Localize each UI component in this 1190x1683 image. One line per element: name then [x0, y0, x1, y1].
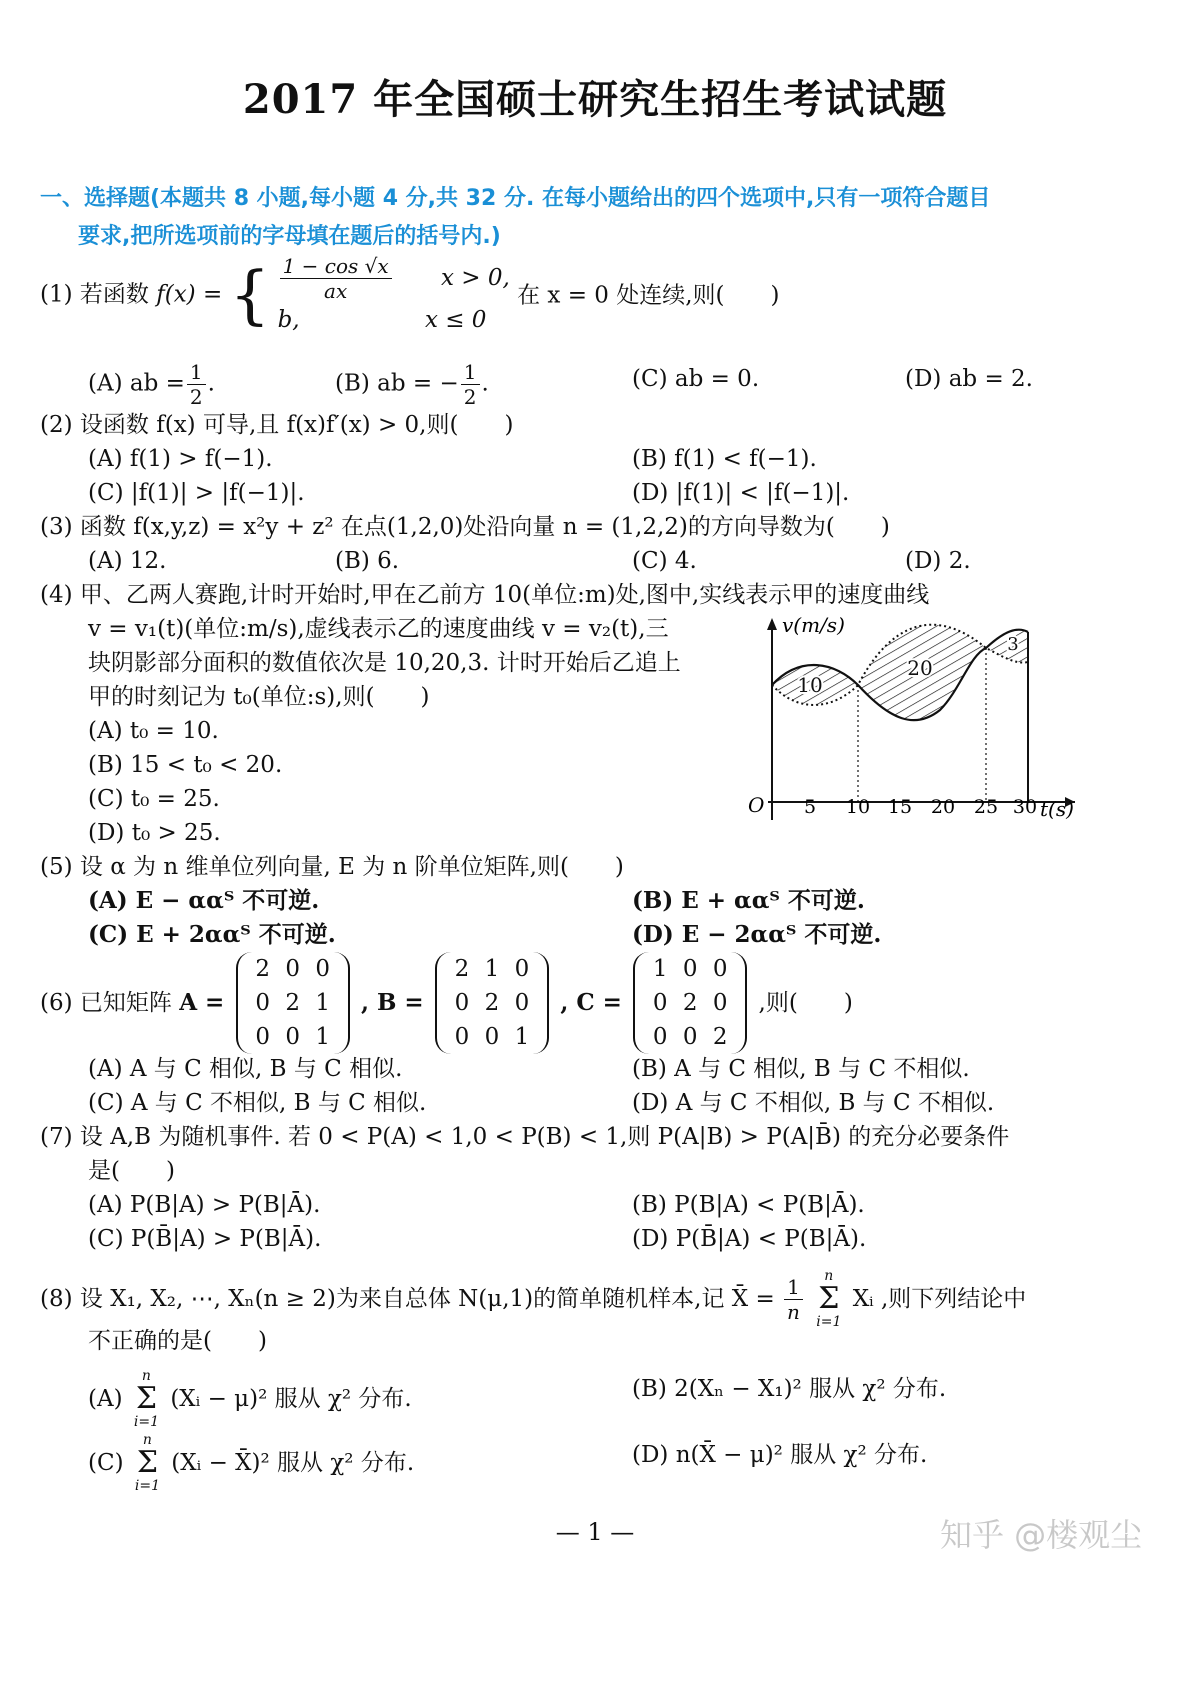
q1-case1-fraction — [280, 254, 392, 303]
q8-option-c-sum — [135, 1432, 160, 1494]
q1-option-a-text: (A) ab = — [88, 370, 185, 397]
q3-option-a: (A) 12. — [88, 548, 167, 574]
matrix-c-cell: 0 — [682, 956, 698, 982]
x-axis-label: t(s) — [1040, 797, 1074, 821]
matrix-b-cell: 2 — [454, 956, 470, 982]
matrix-b-cell: 0 — [454, 990, 470, 1016]
q7-option-d: (D) P(B̄|A) < P(B|Ā). — [632, 1226, 867, 1252]
q5-option-c: (C) E + 2ααᵀ 不可逆. — [88, 921, 336, 948]
q8-option-a-sum — [134, 1368, 159, 1430]
area-label-10: 10 — [797, 673, 823, 697]
matrix-b-cell: 0 — [454, 1024, 470, 1050]
q8-c-sum-top: n — [142, 1432, 152, 1448]
question-1 — [40, 254, 1150, 337]
q5-option-b: (B) E + ααᵀ 不可逆. — [632, 887, 865, 914]
q4-option-a: (A) t₀ = 10. — [88, 718, 219, 744]
q1-function: f(x) = — [156, 281, 223, 308]
q1-case2-condition: x ≤ 0 — [424, 307, 487, 333]
q4-option-c: (C) t₀ = 25. — [88, 786, 220, 812]
question-8-line-1 — [40, 1268, 1150, 1330]
question-8-line-2: 不正确的是( ) — [88, 1328, 267, 1354]
question-6 — [40, 952, 1150, 1054]
matrix-b-cell: 0 — [514, 990, 530, 1016]
question-7-line-2: 是( ) — [88, 1158, 175, 1184]
q8-option-c — [88, 1432, 414, 1494]
tick-10: 10 — [845, 796, 871, 818]
matrix-c-cell: 0 — [652, 1024, 668, 1050]
section-heading — [40, 180, 1150, 256]
q2-option-b: (B) f(1) < f(−1). — [632, 446, 817, 472]
area-label-20: 20 — [907, 656, 933, 680]
q7-option-a: (A) P(B|A) > P(B|Ā). — [88, 1192, 321, 1218]
q1-lead: 若函数 — [79, 281, 149, 308]
q6-lead: (6) 已知矩阵 — [40, 990, 172, 1016]
tick-30: 30 — [1012, 796, 1038, 818]
page-number: — 1 — — [555, 1518, 635, 1546]
question-7-line-1: (7) 设 A,B 为随机事件. 若 0 < P(A) < 1,0 < P(B) < 1,则 P(A|B) > P(A|B̄) 的充分必要条件 — [40, 1124, 1010, 1150]
matrix-a-cell: 2 — [255, 956, 270, 982]
q1-option-c: (C) ab = 0. — [632, 366, 760, 392]
matrix-a-cell: 0 — [285, 1024, 300, 1050]
question-3: (3) 函数 f(x,y,z) = x²y + z² 在点(1,2,0)处沿向量 n = (1,2,2)的方向导数为( ) — [40, 514, 890, 540]
q7-option-b: (B) P(B|A) < P(B|Ā). — [632, 1192, 865, 1218]
q1-a-den: 2 — [189, 385, 203, 409]
q8-mean-denominator: n — [787, 1299, 800, 1324]
q8-option-d: (D) n(X̄ − μ)² 服从 χ² 分布. — [632, 1442, 928, 1468]
matrix-c — [633, 952, 747, 1054]
matrix-a-cell: 2 — [285, 990, 300, 1016]
q8-option-a — [88, 1368, 412, 1430]
matrix-b-cell: 1 — [484, 956, 500, 982]
area-label-3: 3 — [1007, 634, 1019, 655]
q8-sum-top: n — [824, 1268, 834, 1284]
q8-mean-fraction — [784, 1275, 803, 1324]
q1-option-b: (B) ab = − $\frac{1}{2}$ . — [335, 360, 489, 409]
q1-b-den: 2 — [463, 385, 477, 409]
sigma-icon: Σ — [818, 1281, 840, 1316]
matrix-b-cell: 1 — [514, 1024, 530, 1050]
section-heading-line2: 要求,把所选项前的字母填在题后的括号内.) — [78, 224, 501, 249]
watermark: 知乎 @楼观尘 — [940, 1516, 1143, 1554]
q8-a-sum-top: n — [141, 1368, 151, 1384]
q1-option-d: (D) ab = 2. — [905, 366, 1033, 392]
q4-option-b: (B) 15 < t₀ < 20. — [88, 752, 283, 778]
q8-a-sum-bottom: i=1 — [133, 1414, 159, 1430]
q6-label-b: , B = — [360, 989, 424, 1016]
q1-brace: { — [229, 258, 271, 333]
y-axis-arrow — [767, 618, 777, 630]
sigma-icon: Σ — [135, 1381, 158, 1416]
tick-5: 5 — [803, 796, 817, 818]
q6-tail: ,则( ) — [758, 990, 853, 1016]
matrix-a-cell: 1 — [315, 1024, 330, 1050]
tick-20: 20 — [930, 796, 956, 818]
q3-option-b: (B) 6. — [335, 548, 400, 574]
q3-option-d: (D) 2. — [905, 548, 971, 574]
q7-option-c: (C) P(B̄|A) > P(B|Ā). — [88, 1226, 322, 1252]
q5-option-d: (D) E − 2ααᵀ 不可逆. — [632, 921, 882, 948]
question-4-line-3: 块阴影部分面积的数值依次是 10,20,3. 计时开始后乙追上 — [88, 650, 681, 676]
q1-case1-denominator: ax — [324, 279, 348, 303]
matrix-b — [435, 952, 549, 1054]
matrix-b-cell: 2 — [484, 990, 500, 1016]
matrix-a — [236, 952, 350, 1054]
q1-number: (1) — [40, 281, 73, 308]
q4-option-d: (D) t₀ > 25. — [88, 820, 221, 846]
q1-a-num: 1 — [187, 360, 206, 385]
q8-sum-bottom: i=1 — [816, 1314, 842, 1330]
q8-option-a-text: (Xᵢ − μ)² 服从 χ² 分布. — [170, 1386, 412, 1412]
q8-mean-numerator: 1 — [784, 1275, 803, 1300]
q6-option-d: (D) A 与 C 不相似, B 与 C 不相似. — [632, 1090, 995, 1116]
question-5: (5) 设 α 为 n 维单位列向量, E 为 n 阶单位矩阵,则( ) — [40, 854, 624, 880]
matrix-b-cell: 0 — [484, 1024, 500, 1050]
q6-label-c: , C = — [560, 989, 622, 1016]
q1-cases — [278, 254, 510, 337]
q2-option-d: (D) |f(1)| < |f(−1)|. — [632, 480, 850, 506]
q6-option-b: (B) A 与 C 相似, B 与 C 不相似. — [632, 1056, 970, 1082]
q3-option-c: (C) 4. — [632, 548, 697, 574]
y-axis-label: v(m/s) — [782, 613, 845, 637]
q8-lead: (8) 设 X₁, X₂, ⋯, Xₙ(n ≥ 2)为来自总体 N(μ,1)的简单随机样本,记 X̄ = — [40, 1286, 775, 1312]
q6-option-c: (C) A 与 C 不相似, B 与 C 相似. — [88, 1090, 427, 1116]
matrix-c-cell: 1 — [652, 956, 668, 982]
q1-case-1 — [278, 254, 510, 303]
matrix-c-cell: 0 — [652, 990, 668, 1016]
q8-option-c-label: (C) — [88, 1450, 124, 1476]
q1-case2-value: b, — [277, 307, 300, 333]
question-4-line-1: (4) 甲、乙两人赛跑,计时开始时,甲在乙前方 10(单位:m)处,图中,实线表示甲的速度曲线 — [40, 582, 930, 608]
q8-c-sum-bottom: i=1 — [134, 1478, 160, 1494]
question-4-line-2: v = v₁(t)(单位:m/s),虚线表示乙的速度曲线 v = v₂(t),三 — [88, 616, 669, 642]
q1-b-num: 1 — [461, 360, 480, 385]
q1-option-a: (A) ab = $\frac{1}{2}$ . — [88, 360, 215, 409]
q1-tail: 在 x = 0 处连续,则( ) — [517, 282, 780, 309]
q1-case1-condition: x > 0, — [440, 264, 510, 291]
q5-option-a: (A) E − ααᵀ 不可逆. — [88, 887, 320, 914]
q8-sum-symbol — [816, 1268, 841, 1330]
matrix-c-cell: 0 — [712, 990, 728, 1016]
q1-option-a-fraction — [187, 360, 206, 409]
matrix-a-cell: 0 — [255, 1024, 270, 1050]
matrix-c-cell: 2 — [682, 990, 698, 1016]
matrix-c-cell: 0 — [712, 956, 728, 982]
q2-option-a: (A) f(1) > f(−1). — [88, 446, 273, 472]
question-2: (2) 设函数 f(x) 可导,且 f(x)f′(x) > 0,则( ) — [40, 412, 514, 438]
matrix-c-cell: 0 — [682, 1024, 698, 1050]
q8-option-a-label: (A) — [88, 1386, 123, 1412]
q1-option-b-text: (B) ab = − — [335, 370, 459, 397]
matrix-b-cell: 0 — [514, 956, 530, 982]
q1-option-b-fraction — [461, 360, 480, 409]
tick-25: 25 — [973, 796, 999, 818]
section-heading-line1: 一、选择题(本题共 8 小题,每小题 4 分,共 32 分. 在每小题给出的四个选项中,只有一项符合题目 — [40, 186, 991, 211]
q6-label-a: A = — [179, 989, 225, 1016]
q1-case-2 — [278, 303, 510, 337]
velocity-figure — [740, 610, 1090, 830]
q1-case1-numerator: 1 − cos √x — [280, 254, 392, 279]
q8-mean-tail: Xᵢ ,则下列结论中 — [852, 1286, 1027, 1312]
q6-option-a: (A) A 与 C 相似, B 与 C 相似. — [88, 1056, 403, 1082]
matrix-a-cell: 0 — [285, 956, 300, 982]
question-4-line-4: 甲的时刻记为 t₀(单位:s),则( ) — [88, 684, 430, 710]
matrix-c-cell: 2 — [712, 1024, 728, 1050]
q8-option-b: (B) 2(Xₙ − X₁)² 服从 χ² 分布. — [632, 1376, 947, 1402]
sigma-icon: Σ — [136, 1445, 159, 1480]
matrix-a-cell: 0 — [255, 990, 270, 1016]
origin-label: O — [748, 793, 765, 817]
matrix-a-cell: 0 — [315, 956, 330, 982]
q8-option-c-text: (Xᵢ − X̄)² 服从 χ² 分布. — [171, 1450, 415, 1476]
tick-15: 15 — [887, 796, 913, 818]
page-title: 2017 年全国硕士研究生招生考试试题 — [242, 76, 948, 123]
q2-option-c: (C) |f(1)| > |f(−1)|. — [88, 480, 305, 506]
matrix-a-cell: 1 — [315, 990, 330, 1016]
